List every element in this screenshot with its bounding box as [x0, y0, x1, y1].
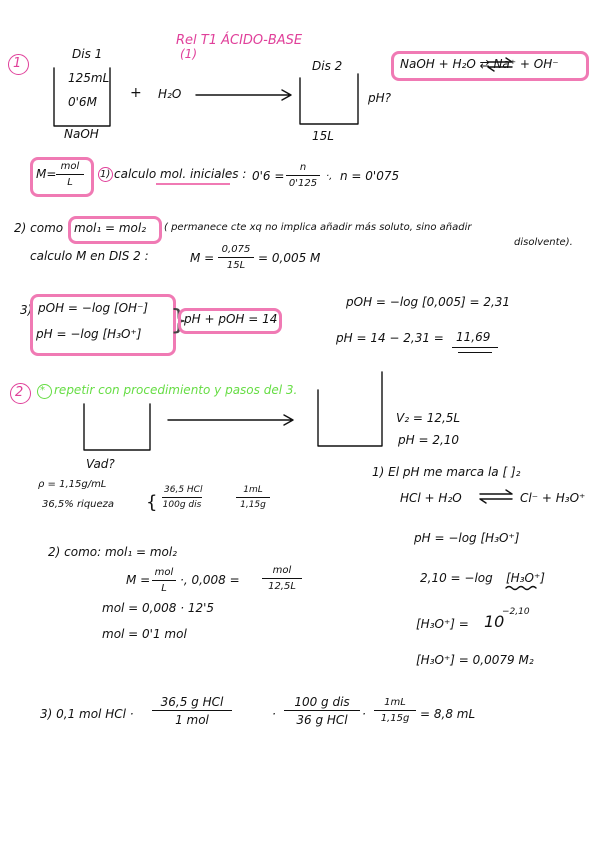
beaker-vad — [84, 404, 150, 450]
step2-p2: 2) como: mol₁ = mol₂ — [48, 545, 177, 559]
h3o-result: [H₃O⁺] = 0,0079 M₂ — [416, 653, 534, 667]
plus-sign: + — [130, 85, 142, 101]
molarity-denominator: L — [67, 177, 73, 188]
ph-log-formula: pH = −log [H₃O⁺] — [414, 531, 520, 545]
volume-denominator: 1,15g — [380, 713, 410, 724]
grams-denominator: 1 mol — [175, 713, 209, 727]
h3o-exponent: −2,10 — [502, 607, 530, 617]
eq1-separator: ·, — [326, 171, 333, 182]
problem-2-number: 2 — [15, 385, 24, 400]
m4-denominator: 12,5L — [268, 581, 296, 592]
m2-numerator: 0,075 — [218, 245, 254, 258]
eq1-lhs: 0'6 = — [252, 169, 285, 183]
fraction-hcl-denominator: 100g dis — [162, 500, 202, 510]
step1-number: 1) — [100, 169, 111, 180]
m2-denominator: 15L — [226, 260, 246, 271]
dis2-volume: 15L — [312, 129, 334, 143]
reaction2-right: Cl⁻ + H₃O⁺ — [520, 491, 586, 505]
mol-result: mol = 0'1 mol — [102, 627, 187, 641]
step3-number: 3) — [20, 303, 33, 317]
h3o-base: 10 — [484, 612, 505, 631]
step3-p2: 3) 0,1 mol HCl · — [40, 707, 134, 721]
dissolution-denominator: 36 g HCl — [296, 713, 348, 727]
step3-brace: } — [170, 303, 188, 336]
ph-value: 11,69 — [456, 330, 491, 344]
m3-lhs: M = — [126, 573, 151, 587]
ph-question: pH? — [368, 91, 392, 105]
equilibrium-arrow-1 — [488, 58, 512, 71]
molarity-lhs: M= — [36, 167, 57, 181]
dis1-concentration: 0'6M — [68, 95, 97, 109]
m3-denominator: L — [161, 583, 167, 594]
m3-numerator: mol — [152, 568, 176, 581]
beaker-dis2 — [300, 74, 358, 124]
ph-210-rhs: [H₃O⁺] — [506, 571, 545, 585]
grams-numerator: 36,5 g HCl — [152, 696, 232, 711]
h3o-lhs: [H₃O⁺] = — [416, 617, 469, 631]
problem-1-number: 1 — [13, 56, 22, 71]
ph-210-lhs: 2,10 = −log — [420, 571, 493, 585]
step1-text: calculo mol. iniciales : — [114, 167, 247, 181]
page-subtitle: (1) — [180, 47, 197, 61]
dissociation-reaction: NaOH + H₂O ⇄ Na⁺ + OH⁻ — [400, 57, 559, 71]
poh-value: pOH = −log [0,005] = 2,31 — [346, 295, 511, 309]
arrow-1 — [196, 90, 291, 100]
wavy-underline — [506, 587, 536, 590]
calc-m-label: calculo M en DIS 2 : — [30, 249, 149, 263]
fraction-hcl-numerator: 36,5 HCl — [162, 486, 202, 498]
step1-p2: 1) El pH me marca la [ ]₂ — [372, 465, 521, 479]
dis1-label: Dis 1 — [72, 47, 103, 61]
molarity-numerator: mol — [56, 162, 84, 175]
step2-note-end: disolvente). — [514, 237, 573, 248]
step2-equality: mol₁ = mol₂ — [74, 221, 147, 235]
m2-lhs: M = — [190, 251, 215, 265]
green-marker: * — [40, 385, 45, 396]
dissolution-numerator: 100 g dis — [284, 696, 360, 711]
naoh-label: NaOH — [64, 127, 99, 141]
ph-formula: pH = −log [H₃O⁺] — [36, 327, 142, 341]
ph2-label: pH = 2,10 — [398, 433, 460, 447]
beaker-dis1 — [54, 68, 110, 126]
density: ρ = 1,15g/mL — [38, 479, 107, 490]
dot-2: · — [362, 707, 366, 721]
step2-note: ( permanece cte xq no implica añadir más soluto, sino añadir — [164, 222, 472, 233]
fraction-density-denominator: 1,15g — [240, 500, 266, 510]
sum-formula: pH + pOH = 14 — [184, 312, 278, 326]
final-result: = 8,8 mL — [420, 707, 476, 721]
riqueza-brace: { — [146, 492, 158, 513]
m3-middle: ·, 0,008 = — [180, 573, 240, 587]
ph-value-lhs: pH = 14 − 2,31 = — [336, 331, 444, 345]
fraction-density-numerator: 1mL — [236, 486, 270, 498]
arrow-2 — [168, 415, 293, 425]
reaction2-left: HCl + H₂O — [400, 491, 462, 505]
dis2-label: Dis 2 — [312, 59, 343, 73]
v2-label: V₂ = 12,5L — [396, 411, 461, 425]
eq1-numerator: n — [286, 163, 320, 176]
volume-numerator: 1mL — [374, 698, 416, 711]
mol-calculation: mol = 0,008 · 12'5 — [102, 601, 215, 615]
eq1-result: n = 0'075 — [340, 169, 400, 183]
beaker-v2 — [318, 372, 382, 446]
water-label: H₂O — [158, 87, 182, 101]
dis1-volume: 125mL — [68, 71, 110, 85]
riqueza: 36,5% riqueza — [42, 499, 115, 510]
eq1-denominator: 0'125 — [288, 178, 318, 189]
m2-result: = 0,005 M — [258, 251, 321, 265]
equilibrium-arrow-2 — [480, 490, 512, 503]
step2-label: 2) como — [14, 221, 64, 235]
m4-numerator: mol — [262, 566, 302, 579]
vad-question: Vad? — [86, 457, 115, 471]
dot-1: · — [272, 707, 276, 721]
page-title: Rel T1 ÁCIDO-BASE — [176, 33, 303, 48]
poh-formula: pOH = −log [OH⁻] — [38, 301, 149, 315]
green-note: repetir con procedimiento y pasos del 3. — [54, 383, 298, 397]
